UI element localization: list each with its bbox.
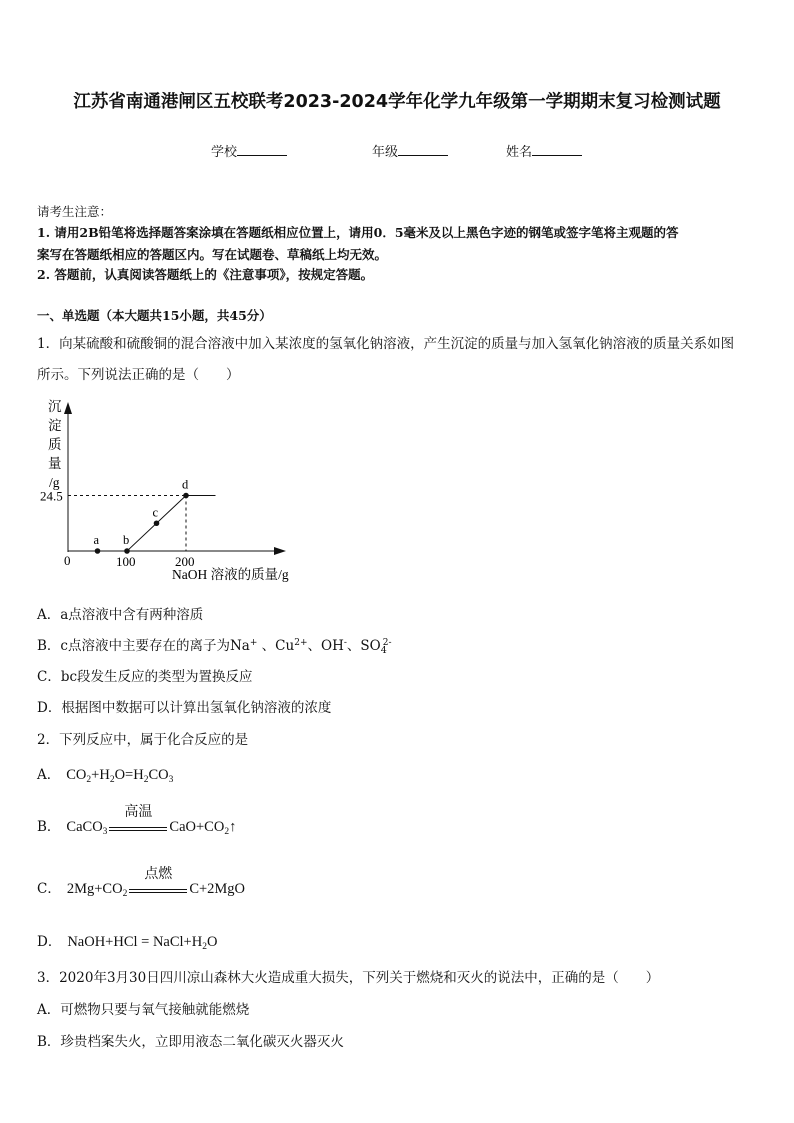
y-axis-arrow: [64, 402, 72, 414]
point-label-b: b: [123, 533, 130, 547]
name-blank[interactable]: [532, 143, 582, 156]
point-c: [154, 520, 160, 526]
origin-label: 0: [64, 553, 71, 568]
y-label-char: 沉: [48, 399, 62, 414]
y-label-char: 淀: [48, 418, 62, 433]
q1-option-b[interactable]: B．c点溶液中主要存在的离子为Na+ 、$Cu^{2+}$、OH-、$SO_4^{2-}$: [37, 638, 392, 656]
q3-option-b[interactable]: B．珍贵档案失火，立即用液态二氧化碳灭火器灭火: [37, 1034, 344, 1050]
grade-blank[interactable]: [398, 143, 448, 156]
school-field: [211, 141, 287, 160]
q2-option-d[interactable]: D． NaOH+HCl = $NaCl+H_2O$: [37, 934, 218, 952]
school-blank[interactable]: [237, 143, 287, 156]
q1-option-a[interactable]: A．a点溶液中含有两种溶质: [37, 607, 204, 623]
q1-stem-b: 所示。下列说法正确的是（ ）: [37, 367, 240, 383]
y-tick-label: 24.5: [40, 488, 63, 504]
point-a: [95, 548, 101, 554]
q1-option-b-text: B．c点溶液中主要存在的离子为Na: [37, 638, 250, 654]
y-label-char: /g: [49, 475, 60, 490]
condition-ignite: 点燃: [129, 883, 187, 893]
point-b: [124, 548, 130, 554]
condition-high-temp: 高温: [109, 821, 167, 831]
notice-heading: 请考生注意：: [37, 204, 113, 219]
q2-stem: 2．下列反应中，属于化合反应的是: [37, 732, 249, 748]
series-line: [68, 496, 216, 552]
y-label-char: 质: [48, 437, 62, 452]
section-heading: 一、单选题（本大题共15小题，共45分）: [37, 308, 272, 323]
point-d: [183, 493, 189, 499]
x-axis-arrow: [274, 547, 286, 555]
x-tick-label: 200: [175, 554, 195, 569]
point-label-a: a: [93, 533, 100, 547]
q2-option-a[interactable]: A． $CO_2+H_2O=H_2CO_3$: [37, 767, 174, 785]
name-label: 姓名: [506, 145, 533, 160]
x-tick-label: 100: [116, 554, 136, 569]
q3-stem: 3．2020年3月30日四川凉山森林大火造成重大损失，下列关于燃烧和灭火的说法中，正确的是（ ）: [37, 970, 660, 986]
notice-line-2: 2. 答题前，认真阅读答题纸上的《注意事项》，按规定答题。: [37, 267, 374, 282]
name-field: [506, 141, 582, 160]
y-label-char: 量: [48, 456, 62, 471]
q1-chart: [30, 392, 310, 590]
point-label-c: c: [152, 505, 159, 520]
notice-line-1b: 案写在答题纸相应的答题区内。写在试题卷、草稿纸上均无效。: [37, 247, 388, 262]
page-title: 江苏省南通港闸区五校联考2023-2024学年化学九年级第一学期期末复习检测试题: [73, 92, 721, 112]
q1-stem-a: 1．向某硫酸和硫酸铜的混合溶液中加入某浓度的氢氧化钠溶液，产生沉淀的质量与加入氢氧化钠溶液的质量关系如图: [37, 336, 735, 352]
y-axis-label: [48, 399, 62, 490]
q2-option-c[interactable]: C． $2Mg+CO_2$ 点燃 C+2MgO: [37, 866, 246, 899]
q3-option-a[interactable]: A．可燃物只要与氧气接触就能燃烧: [37, 1002, 250, 1018]
point-label-d: d: [182, 477, 189, 492]
q2-option-b[interactable]: B． CaCO$_3$ 高温 $CaO+CO_2↑$: [37, 804, 237, 837]
school-label: 学校: [211, 145, 238, 160]
q1-option-c[interactable]: C．bc段发生反应的类型为置换反应: [37, 669, 253, 685]
grade-field: [372, 141, 448, 160]
x-axis-label: NaOH 溶液的质量/g: [172, 567, 289, 582]
grade-label: 年级: [372, 145, 399, 160]
notice-line-1a: 1. 请用2B铅笔将选择题答案涂填在答题纸相应位置上，请用0．5毫米及以上黑色字迹的钢笔或签字笔将主观题的答: [37, 225, 679, 240]
q1-option-d[interactable]: D．根据图中数据可以计算出氢氧化钠溶液的浓度: [37, 700, 332, 716]
